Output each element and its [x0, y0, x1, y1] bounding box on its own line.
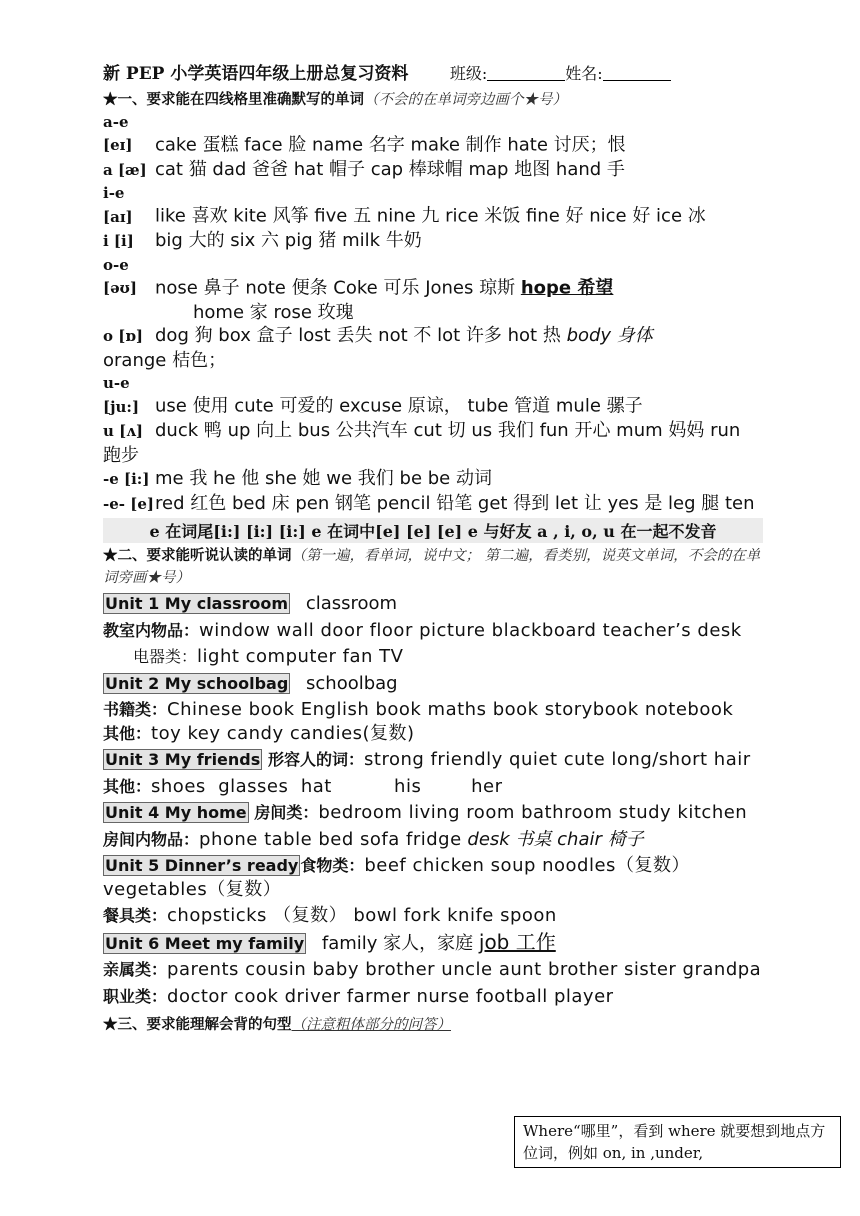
name-label: 姓名:	[565, 64, 603, 83]
row-e1: -e [i:] me 我 he 他 she 她 we 我们 be be 动词	[103, 468, 492, 489]
document-page	[103, 62, 763, 1036]
class-blank[interactable]	[487, 64, 565, 81]
row-ae: a-e [eɪ] cake 蛋糕 face 脸 name 名字 make 制作 hate 讨厌；恨	[103, 112, 626, 155]
row-i: i [i] big 大的 six 六 pig 猪 milk 牛奶	[103, 230, 422, 251]
unit6-jobs: 职业类：doctor cook driver farmer nurse football player	[103, 985, 614, 1007]
unit3-others: 其他：shoes glasses hat his her	[103, 775, 503, 797]
unit2-label: Unit 2 My schoolbag	[105, 673, 289, 693]
header	[103, 62, 763, 87]
row-o: o [ɒ] dog 狗 box 盒子 lost 丢失 not 不 lot 许多 hot 热 body 身体	[103, 325, 653, 346]
unit4-room-items: 房间内物品：phone table bed sofa fridge desk 书桌 chair 椅子	[103, 828, 644, 850]
unit5-label: Unit 5 Dinner’s ready	[105, 856, 299, 875]
class-label: 班级:	[449, 64, 488, 83]
row-oe-cont: home 家 rose 玫瑰	[193, 301, 354, 323]
unit6-label: Unit 6 Meet my family	[105, 933, 305, 953]
unit6-title-row: Unit 6 Meet my family family 家人，家庭 job 工作	[105, 929, 556, 954]
section2-heading: ★二、要求能听说认读的单词（第一遍，看单词，说中文； 第二遍，看类别，说英文单词，不会的在单词旁画★号）	[103, 547, 761, 586]
row-ie: i-e [aɪ] like 喜欢 kite 风筝 five 五 nine 九 rice 米饭 fine 好 nice 好 ice 冰	[103, 184, 706, 227]
row-o-cont: orange 桔色；	[103, 349, 227, 371]
page-title: 新 PEP 小学英语四年级上册总复习资料	[103, 64, 409, 84]
row-u: u [ʌ] duck 鸭 up 向上 bus 公共汽车 cut 切 us 我们 fun 开心 mum 妈妈 run 跑步	[103, 420, 741, 466]
unit3-row: Unit 3 My friends 形容人的词：strong friendly quiet cute long/short hair	[105, 749, 751, 770]
e-rule-banner: e 在词尾[i:] [i:] [i:] e 在词中[e] [e] [e] e 与好友 a , i, o, u 在一起不发音	[103, 518, 763, 543]
unit2-books: 书籍类：Chinese book English book maths book storybook notebook 其他：toy key candy candies(复数)	[103, 699, 734, 744]
unit1-title-row: Unit 1 My classroom classroom	[105, 593, 398, 614]
unit5-row: Unit 5 Dinner’s ready 食物类：beef chicken soup noodles（复数） vegetables（复数）	[103, 855, 690, 900]
row-ue: u-e [ju:] use 使用 cute 可爱的 excuse 原谅， tube 管道 mule 骡子	[103, 374, 643, 417]
unit1-electrics: 电器类：light computer fan TV	[133, 646, 404, 667]
where-callout-box: Where“哪里”，看到 where 就要想到地点方位词，例如 on, in ,under,	[514, 1116, 841, 1168]
row-oe: o-e [əʊ] nose 鼻子 note 便条 Coke 可乐 Jones 琼斯 hope 希望	[103, 255, 614, 298]
section3-heading: ★三、要求能理解会背的句型（注意粗体部分的问答）	[103, 1016, 451, 1033]
unit5-tableware: 餐具类：chopsticks （复数） bowl fork knife spoon	[103, 905, 557, 926]
unit2-title-row: Unit 2 My schoolbag schoolbag	[105, 672, 398, 694]
unit3-label: Unit 3 My friends	[105, 750, 261, 769]
name-blank[interactable]	[603, 64, 671, 81]
unit4-row: Unit 4 My home 房间类：bedroom living room bathroom study kitchen	[105, 802, 748, 823]
section1-heading: ★一、要求能在四线格里准确默写的单词（不会的在单词旁边画个★号）	[103, 90, 567, 108]
unit1-label: Unit 1 My classroom	[105, 594, 289, 613]
row-a: a [æ] cat 猫 dad 爸爸 hat 帽子 cap 棒球帽 map 地图 hand 手	[103, 158, 625, 180]
unit1-classroom-items: 教室内物品：window wall door floor picture blackboard teacher’s desk	[103, 619, 742, 641]
unit4-label: Unit 4 My home	[105, 803, 247, 822]
row-e2: -e- [e]red 红色 bed 床 pen 钢笔 pencil 铅笔 get 得到 let 让 yes 是 leg 腿 ten	[103, 492, 755, 514]
unit6-relatives: 亲属类：parents cousin baby brother uncle aunt brother sister grandpa	[103, 959, 762, 980]
